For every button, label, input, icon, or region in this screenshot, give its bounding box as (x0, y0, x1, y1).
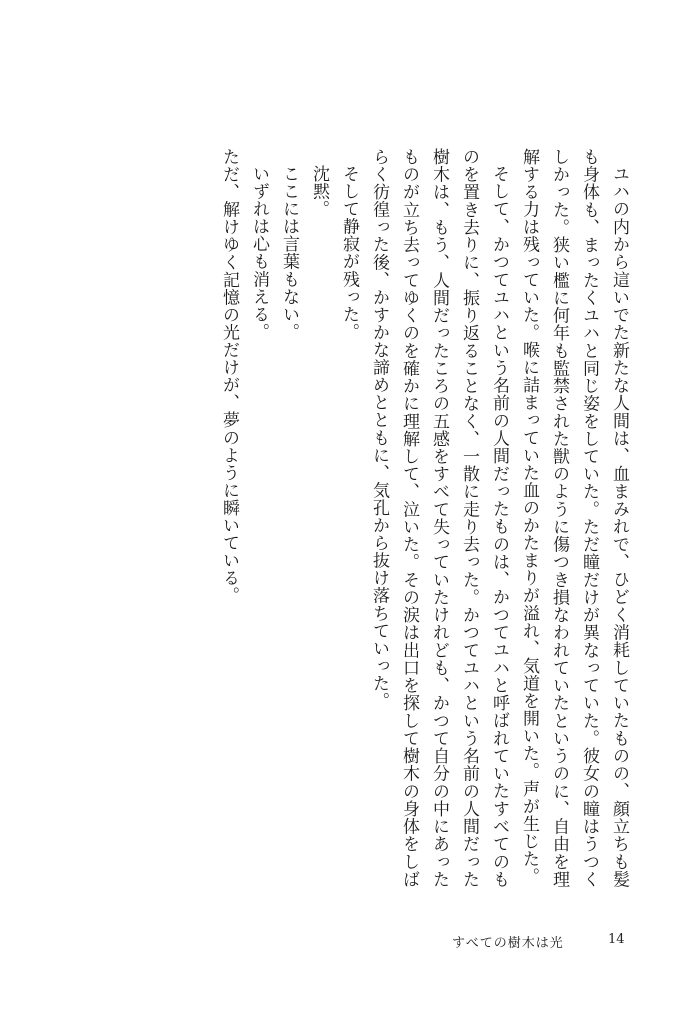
paragraph-7: ただ、解けゆく記憶の光だけが、夢のように瞬いている。 (219, 148, 239, 605)
paragraph-5: ここには言葉もない。 (279, 165, 299, 341)
running-title: すべての樹木は光 (452, 936, 564, 951)
paragraph-2: そして、かつてユハという名前の人間だったものは、かつてユハと呼ばれていたすべてのものを置き去りに、振り返ることなく、一散に走り去った。かつてユハという名前の人間だった樹木は、もう、人間だったころの五感をすべて失っていたけれども、かつて自分の中にあったものが立ち去ってゆくのを確かに理解して、泣いた。その涙は出口を探して樹木の身体をしばらく彷徨った後、かすかな諦めとともに、気孔から抜け落ちていった。 (369, 148, 509, 888)
paragraph-1: ユハの内から這いでた新たな人間は、血まみれで、ひどく消耗していたものの、顔立ちも髪も身体も、まったくユハと同じ姿をしていた。ただ瞳だけが異なっていた。彼女の瞳はうつくしかった。狭い檻に何年も監禁された獣のように傷つき損なわれていたというのに、自由を理解する力は残っていた。喉に詰まっていた血のかたまりが溢れ、気道を開いた。声が生じた。 (519, 148, 629, 888)
paragraph-4: 沈黙。 (309, 165, 329, 218)
paragraph-3: そして静寂が残った。 (339, 165, 359, 341)
page-footer (0, 932, 694, 956)
page-number: 14 (608, 932, 625, 947)
paragraph-6: いずれは心も消える。 (249, 165, 269, 341)
body-text (214, 148, 634, 888)
